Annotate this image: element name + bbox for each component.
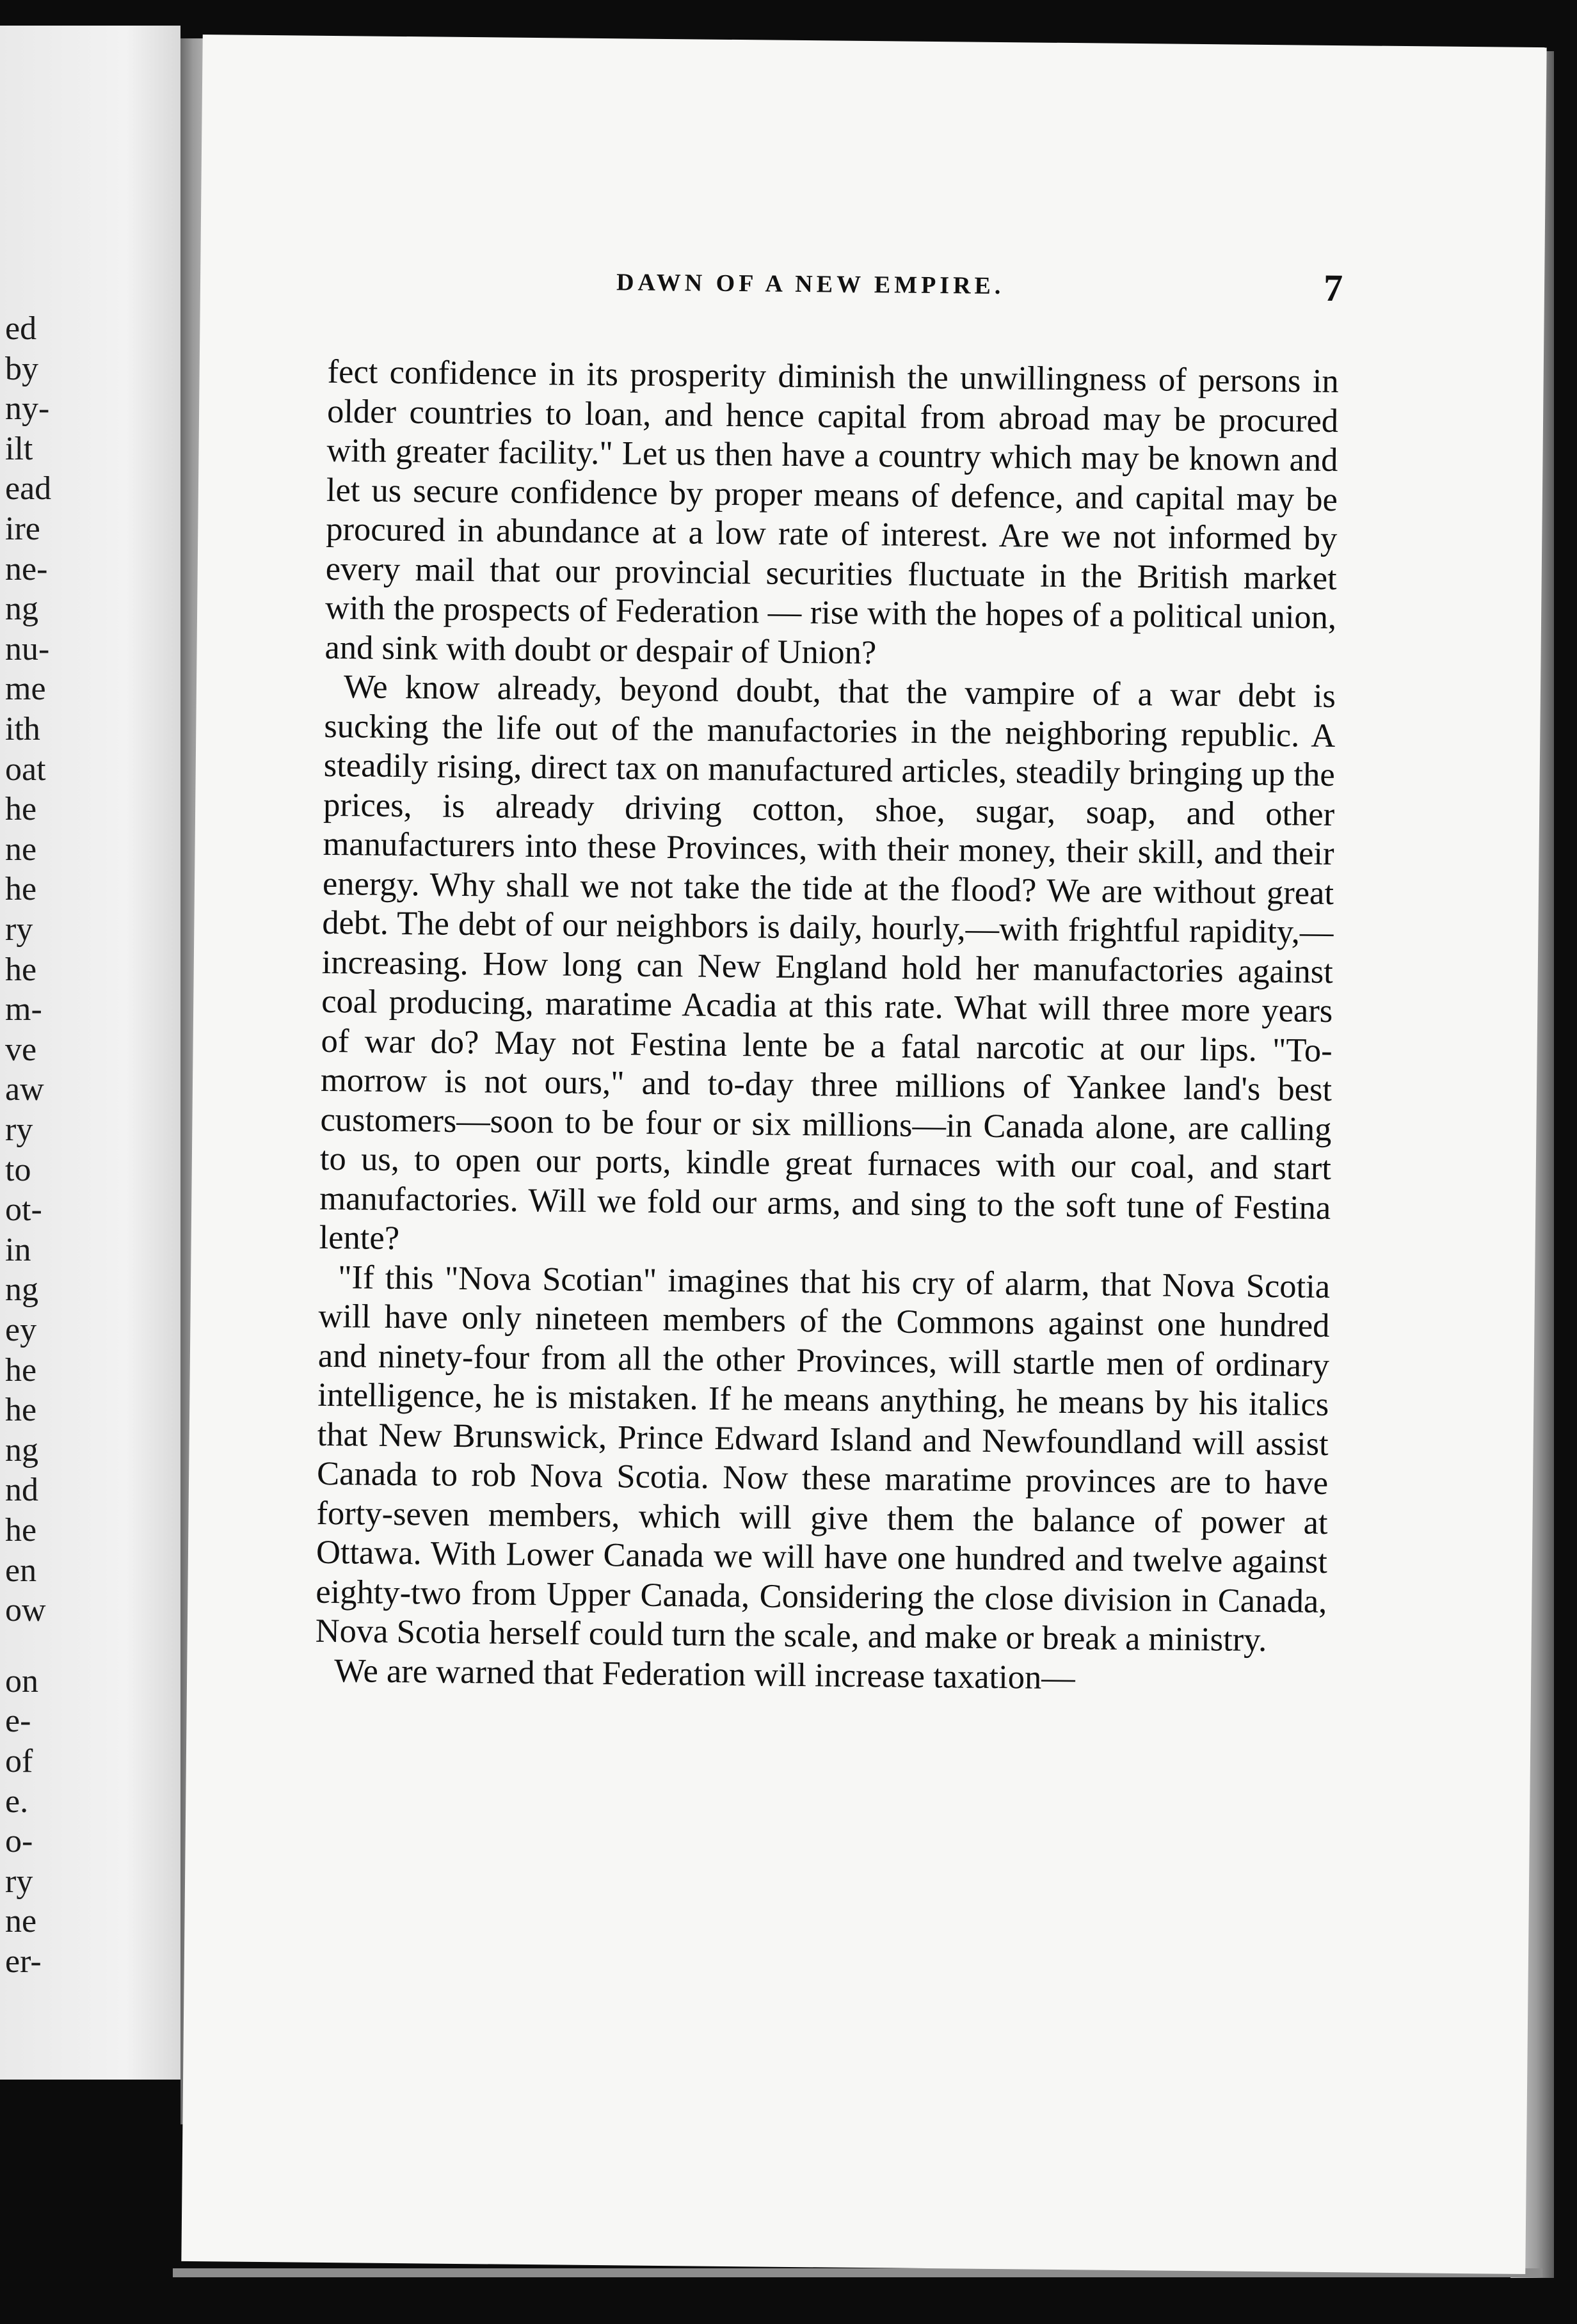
left-page-fragment: ng [5,1431,38,1468]
left-page-fragment: m- [5,991,42,1028]
left-page-fragment: aw [5,1071,44,1108]
left-page-sliver [0,26,180,2080]
left-page-fragment: ilt [5,430,33,467]
left-page-fragment: ed [5,310,37,347]
left-page-fragment: me [5,671,46,708]
left-page-fragment: he [5,791,37,828]
left-page-fragment: ot- [5,1191,42,1229]
page-number: 7 [1323,266,1343,310]
left-page-fragment: ith [5,711,40,747]
left-page-fragment: ne- [5,550,48,587]
left-page-fragment: er- [5,1943,42,1980]
left-page-fragment: nd [5,1472,38,1509]
left-page-fragment: ng [5,1271,38,1309]
left-page-fragment: he [5,951,37,988]
left-page-fragment: ow [5,1592,46,1629]
left-page-fragment: ny- [5,390,50,427]
paragraph-1: fect confidence in its prosperity diminish the unwillingness of persons in older countries to loan, and hence capital from abroad may be procured with greater facility." Let us then have a country which may be known and let us secure confidence by proper means of defence, and capital may be procured in abundance at a low rate of interest. Are we not informed by every mail that our provincial securities fluctuate in the British market with the prospects of Federation — rise with the hopes of a political union, and sink with doubt or despair of Union? [324,353,1339,671]
left-page-fragment: ead [5,470,52,507]
paragraph-3: "If this "Nova Scotian" imagines that his cry of alarm, that Nova Scotia will have only nineteen members of the Commons against one hundred and ninety-four from all the other Provinces, will startle men of ordinary intelligence, he is mistaken. If he means anything, he means by his italics that New Brunswick, Prince Edward Island and Newfoundland will assist Canada to rob Nova Scotia. Now these maratime provinces are to have forty-seven members, which will give them the balance of power at Ottawa. With Lower Canada we will have one hundred and twelve against eighty-two from Upper Canada, Considering the close division in Canada, Nova Scotia herself could turn the scale, and make or break a ministry. [315,1258,1331,1659]
left-page-fragment: ve [5,1031,37,1068]
running-head [200,255,1545,313]
left-page-fragment: nu- [5,630,50,667]
body-text [315,353,1339,1700]
book-page [181,35,1546,2274]
left-page-fragment: ne [5,1903,37,1940]
left-page-fragment: he [5,871,37,908]
left-page-fragment: he [5,1392,37,1429]
left-page-fragment: of [5,1743,33,1779]
left-page-fragment: en [5,1552,37,1589]
paragraph-2: We know already, beyond doubt, that the vampire of a war debt is sucking the life out of the manufactories in the neighboring republic. A steadily rising, direct tax on manufactured articles, steadily bringing up the prices, is already driving cotton, shoe, sugar, soap, and other manufacturers into these Provinces, with their money, their skill, and their energy. Why shall we not take the tide at the flood? We are without great debt. The debt of our neighbors is daily, hourly,—with frightful rapidity,—increasing. How long can New England hold her manufactories against coal producing, maratime Acadia at this rate. What will three more years of war do? May not Festina lente be a fatal narcotic at our lips. "To-morrow is not ours," and to-day three millions of Yankee land's best customers—soon to be four or six millions—in Canada alone, are calling to us, to open our ports, kindle great furnaces with our coal, and start manufactories. Will we fold our arms, and sing to the soft tune of Festina lente? [319,668,1336,1257]
left-page-fragment: ey [5,1312,37,1348]
left-page-fragment: he [5,1351,37,1389]
left-page-fragment: oat [5,751,46,788]
left-page-fragment: ry [5,1111,33,1148]
left-page-fragment: in [5,1231,31,1268]
left-page-fragment: ry [5,911,33,948]
left-page-fragment: o- [5,1823,33,1860]
left-page-fragment: ng [5,591,38,628]
left-page-fragment: ire [5,511,40,547]
left-page-fragment: by [5,350,38,387]
left-page-fragment: to [5,1151,31,1188]
left-page-fragment: e- [5,1703,31,1740]
paragraph-4: We are warned that Federation will increase taxation— [333,1651,1076,1696]
left-page-fragment: e. [5,1783,29,1820]
running-head-title: DAWN OF A NEW EMPIRE. [616,269,1005,300]
left-page-fragment: ry [5,1863,33,1900]
left-page-fragment: on [5,1662,38,1699]
left-page-fragment: he [5,1512,37,1548]
left-page-fragment: ne [5,831,37,868]
